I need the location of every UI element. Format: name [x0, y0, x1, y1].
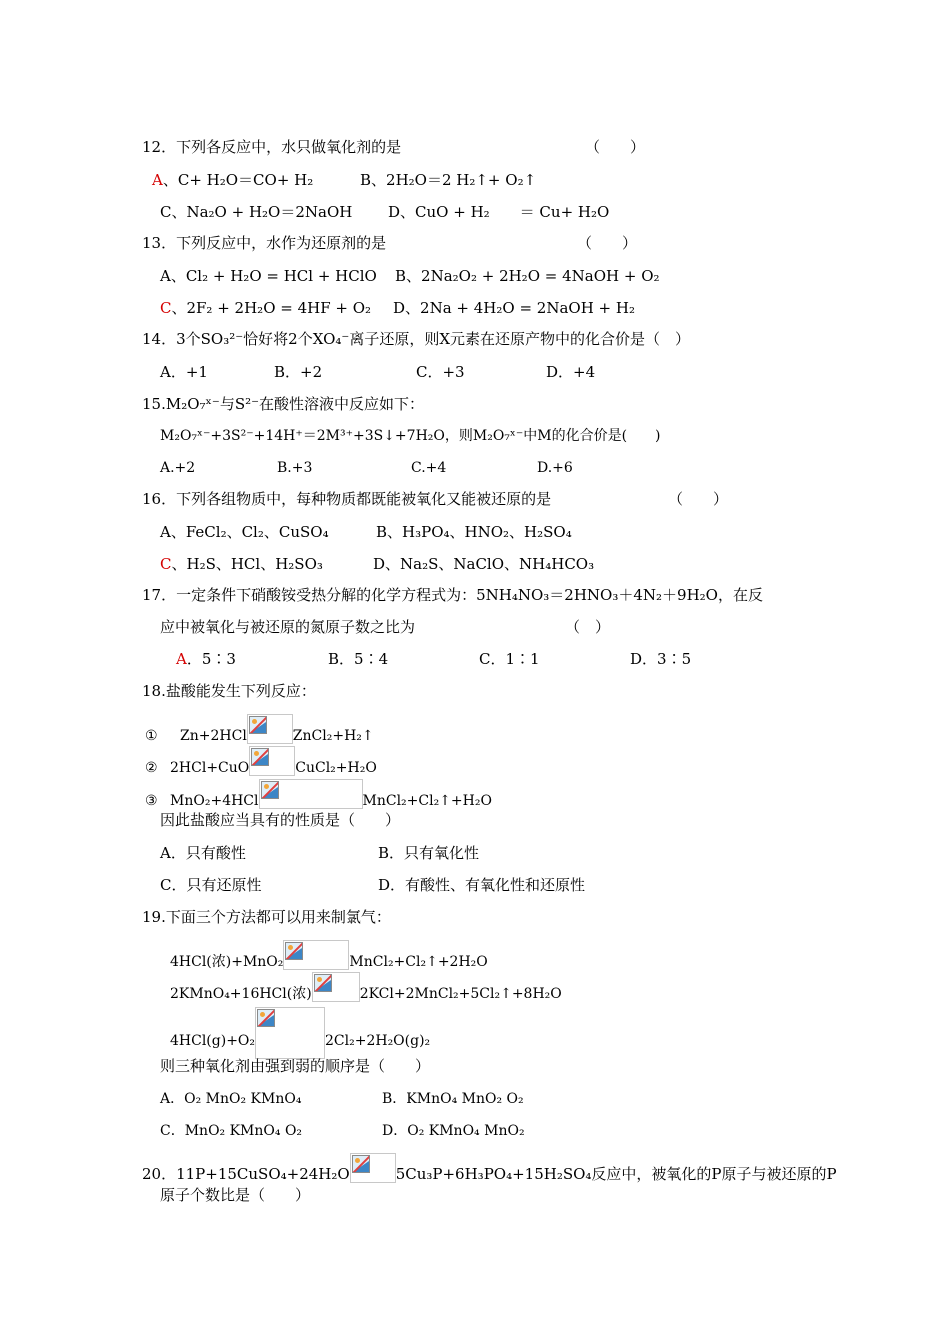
q19-option-d: D．O₂ KMnO₄ MnO₂ — [382, 1123, 525, 1139]
broken-image-icon — [350, 1153, 396, 1183]
q12-option-c: C、Na₂O + H₂O＝2NaOH — [160, 203, 353, 221]
q12-stem: 12．下列各反应中，水只做氧化剂的是 — [142, 138, 402, 156]
q17-answer-paren: （ ） — [565, 618, 611, 636]
q20-stem-line2: 原子个数比是（ ） — [160, 1186, 311, 1204]
q13-option-a: A、Cl₂ + H₂O = HCl + HClO — [160, 267, 377, 285]
q18-option-c: C．只有还原性 — [160, 876, 262, 894]
q14-stem: 14．3个SO₃²⁻恰好将2个XO₄⁻离子还原，则X元素在还原产物中的化合价是（ ） — [142, 330, 691, 348]
q18-option-b: B．只有氧化性 — [378, 844, 480, 862]
q15-equation: M₂O₇ˣ⁻+3S²⁻+14H⁺＝2M³⁺+3S↓+7H₂O，则M₂O₇ˣ⁻中M的化合价是( ) — [160, 428, 661, 444]
q15-option-a: A.+2 — [160, 460, 196, 476]
q19-option-a: A．O₂ MnO₂ KMnO₄ — [160, 1091, 302, 1107]
answer-mark: C — [160, 299, 172, 317]
q17-stem-line2: 应中被氧化与被还原的氮原子数之比为 — [160, 618, 416, 636]
q17-option-a: A．5∶3 — [176, 650, 236, 668]
q18-option-a: A．只有酸性 — [160, 844, 246, 862]
q17-stem-line1: 17．一定条件下硝酸铵受热分解的化学方程式为：5NH₄NO₃＝2HNO₃＋4N₂＋9H₂O，在反 — [142, 586, 763, 604]
broken-image-icon — [247, 714, 293, 744]
q13-option-c: C、2F₂ + 2H₂O = 4HF + O₂ — [160, 299, 372, 317]
q19-stem: 19.下面三个方法都可以用来制氯气： — [142, 908, 391, 926]
q18-reaction-1: ① Zn+2HCl ZnCl₂+H₂↑ — [145, 714, 374, 746]
q14-option-c: C．+3 — [416, 363, 465, 381]
q17-option-c: C．1∶1 — [479, 650, 540, 668]
answer-mark: A — [152, 171, 163, 189]
broken-image-icon — [249, 746, 295, 776]
q14-option-d: D．+4 — [546, 363, 596, 381]
q15-option-d: D.+6 — [537, 460, 573, 476]
q18-reaction-2: ② 2HCl+CuO CuCl₂+H₂O — [145, 746, 377, 778]
q18-reaction-1-num: ① — [145, 728, 158, 744]
q16-option-c: C、H₂S、HCl、H₂SO₃ — [160, 555, 323, 573]
q16-answer-paren: （ ） — [668, 490, 729, 508]
q14-option-a: A．+1 — [160, 363, 208, 381]
q13-answer-paren: （ ） — [577, 234, 638, 252]
q20-stem-line1: 20．11P+15CuSO₄+24H₂O 5Cu₃P+6H₃PO₄+15H₂SO₄反应中，被氧化的P原子与被还原的P — [142, 1153, 837, 1184]
q18-reaction-2-num: ② — [145, 760, 158, 776]
q16-stem: 16．下列各组物质中，每种物质都既能被氧化又能被还原的是 — [142, 490, 552, 508]
q16-option-d: D、Na₂S、NaClO、NH₄HCO₃ — [373, 555, 595, 573]
q13-option-d: D、2Na + 4H₂O = 2NaOH + H₂ — [393, 299, 635, 317]
q13-option-b: B、2Na₂O₂ + 2H₂O = 4NaOH + O₂ — [395, 267, 660, 285]
q16-option-b: B、H₃PO₄、HNO₂、H₂SO₄ — [376, 523, 572, 541]
q12-option-d: D、CuO + H₂ ＝ Cu+ H₂O — [388, 203, 610, 221]
q19-reaction-1: 4HCl(浓)+MnO₂ MnCl₂+Cl₂↑+2H₂O — [170, 940, 488, 972]
broken-image-icon — [283, 940, 349, 970]
q19-reaction-3: 4HCl(g)+O₂ 2Cl₂+2H₂O(g)₂ — [170, 1007, 430, 1059]
q12-option-a: A、C+ H₂O＝CO+ H₂ — [152, 171, 314, 189]
q18-stem: 18.盐酸能发生下列反应： — [142, 682, 316, 700]
broken-image-icon — [259, 779, 363, 809]
q15-option-b: B.+3 — [277, 460, 313, 476]
q17-option-d: D．3∶5 — [630, 650, 692, 668]
q19-option-c: C．MnO₂ KMnO₄ O₂ — [160, 1123, 303, 1139]
q18-reaction-3: ③ MnO₂+4HCl MnCl₂+Cl₂↑+H₂O — [145, 779, 492, 811]
q18-question: 因此盐酸应当具有的性质是（ ） — [160, 811, 401, 829]
q18-option-d: D．有酸性、有氧化性和还原性 — [378, 876, 586, 894]
q14-option-b: B．+2 — [274, 363, 323, 381]
q18-reaction-3-num: ③ — [145, 793, 158, 809]
q19-option-b: B．KMnO₄ MnO₂ O₂ — [382, 1091, 524, 1107]
q12-option-b: B、2H₂O＝2 H₂↑+ O₂↑ — [360, 171, 537, 189]
broken-image-icon — [312, 972, 360, 1002]
broken-image-icon — [255, 1007, 325, 1059]
q15-option-c: C.+4 — [411, 460, 447, 476]
answer-mark: C — [160, 555, 172, 573]
q17-option-b: B．5∶4 — [328, 650, 389, 668]
q15-stem: 15.M₂O₇ˣ⁻与S²⁻在酸性溶液中反应如下： — [142, 395, 425, 413]
q19-reaction-2: 2KMnO₄+16HCl(浓) 2KCl+2MnCl₂+5Cl₂↑+8H₂O — [170, 972, 562, 1004]
q16-option-a: A、FeCl₂、Cl₂、CuSO₄ — [160, 523, 329, 541]
q12-answer-paren: （ ） — [585, 138, 646, 156]
q13-stem: 13．下列反应中，水作为还原剂的是 — [142, 234, 387, 252]
answer-mark: A — [176, 650, 187, 668]
q19-question: 则三种氧化剂由强到弱的顺序是（ ） — [160, 1057, 431, 1075]
